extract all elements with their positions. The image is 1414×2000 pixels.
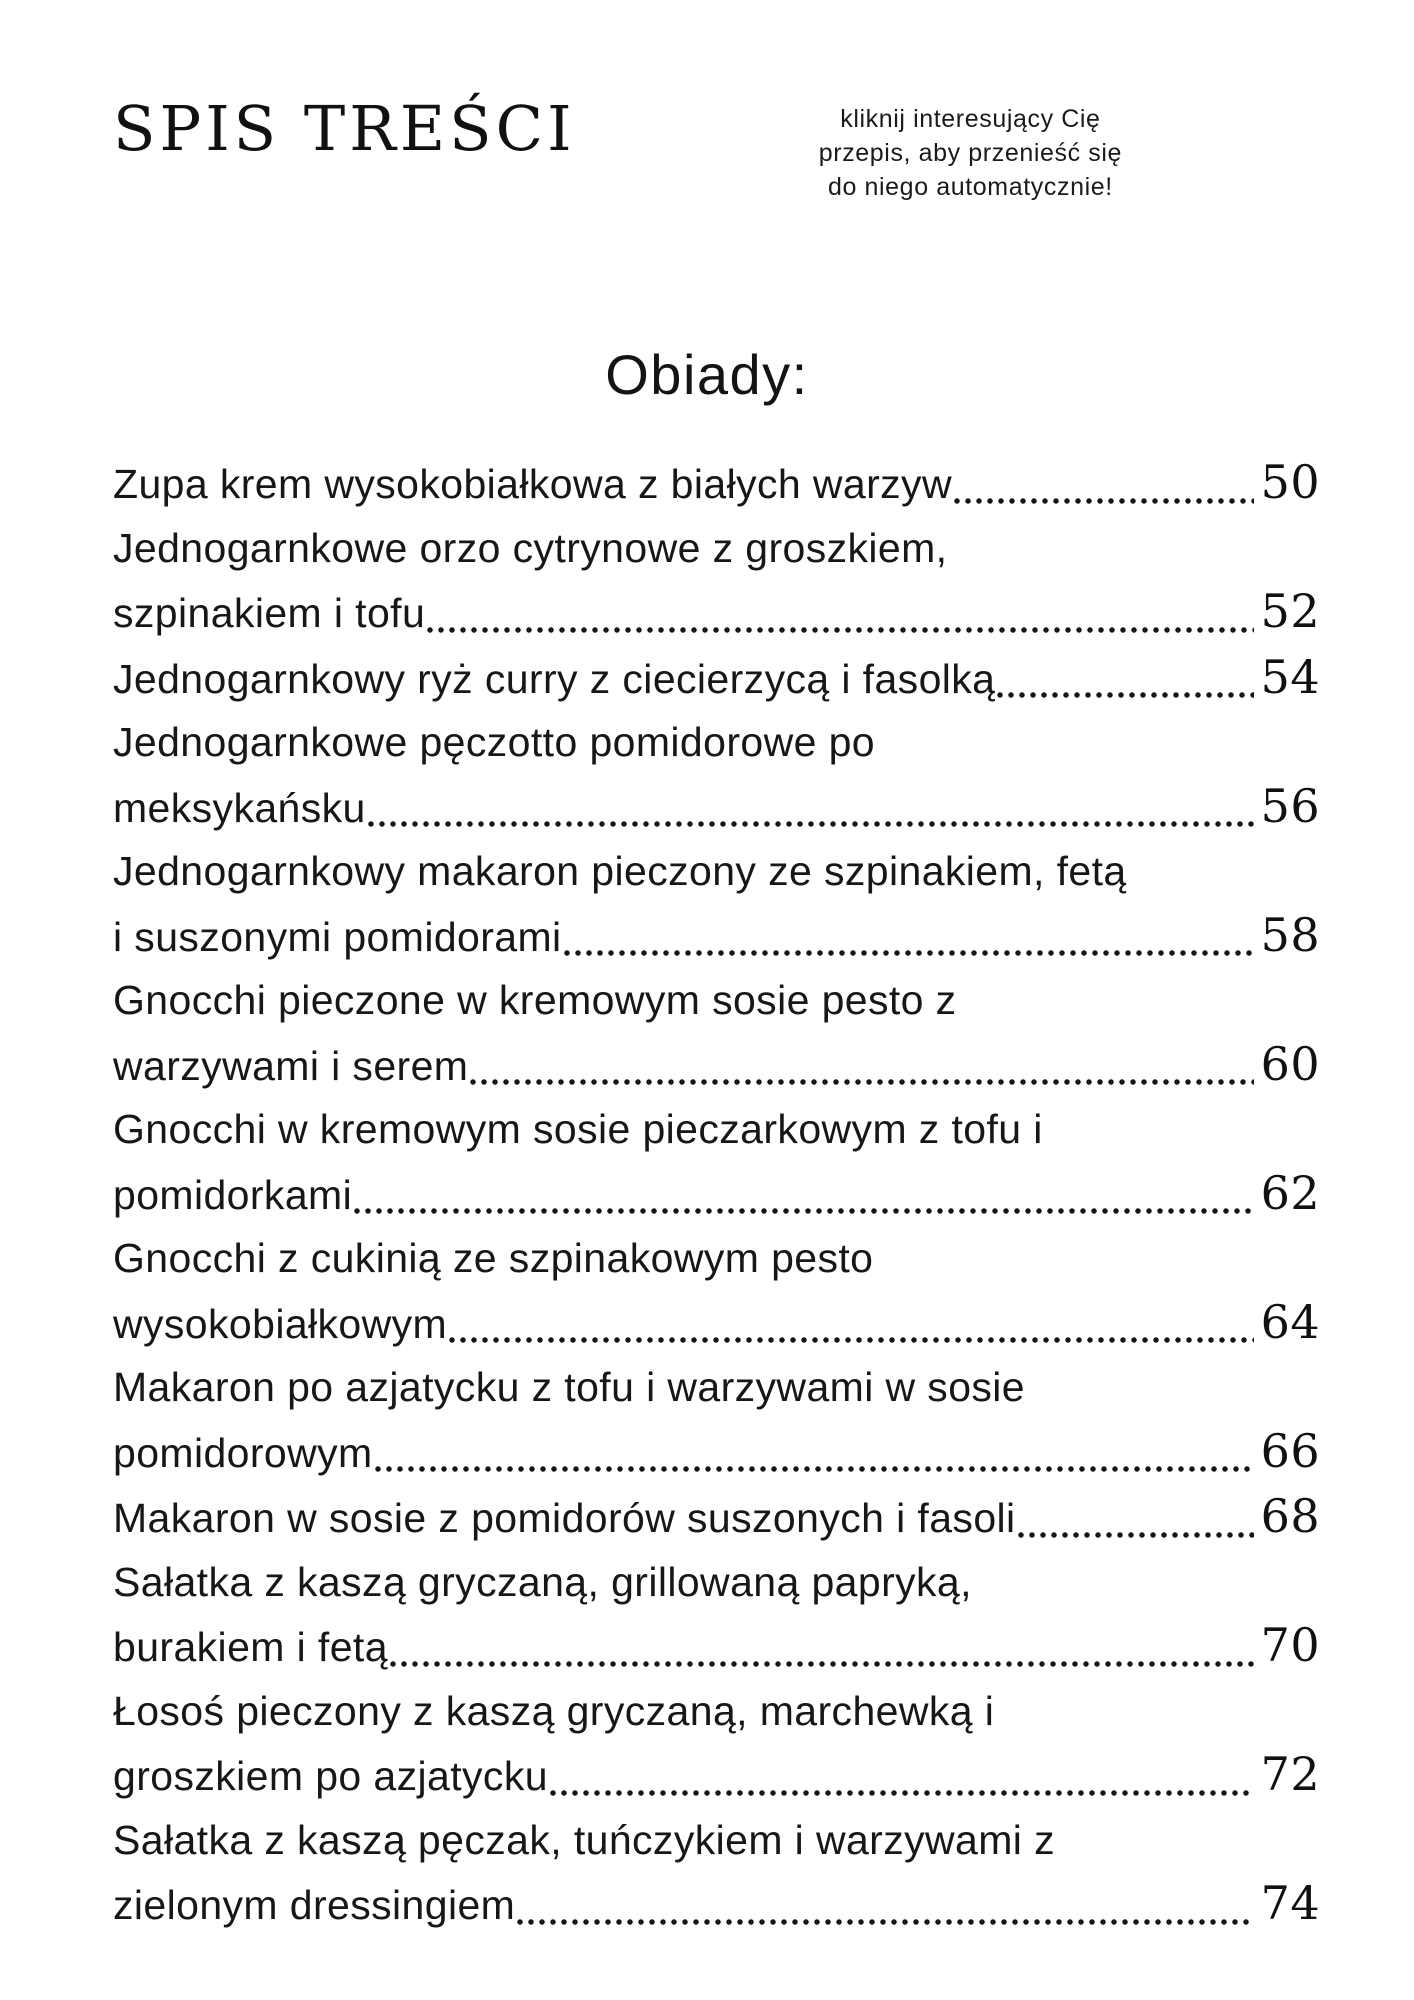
toc-entry-line <box>113 517 1320 581</box>
toc-entry-line <box>113 1162 1320 1228</box>
toc-entry-line <box>113 775 1320 841</box>
toc-entry-line <box>113 1809 1320 1873</box>
entry-page-number: 50 <box>1260 455 1320 509</box>
entry-title-text: zielonym dressingiem <box>113 1882 516 1928</box>
toc-entry[interactable] <box>113 840 1320 969</box>
toc-entry[interactable] <box>113 517 1320 646</box>
dot-leader <box>954 498 1254 504</box>
entry-title-text: Makaron w sosie z pomidorów suszonych i fasoli <box>113 1495 1016 1541</box>
entry-title-text: Gnocchi w kremowym sosie pieczarkowym z tofu i <box>113 1106 1043 1152</box>
page-title: SPIS TREŚCI <box>113 92 576 165</box>
entry-title-text: Makaron po azjatycku z tofu i warzywami w sosie <box>113 1364 1026 1410</box>
toc-entry-line <box>113 1291 1320 1357</box>
entry-title-text: Gnocchi z cukinią ze szpinakowym pesto <box>113 1235 874 1281</box>
toc-entry-line <box>113 1033 1320 1099</box>
toc-entry-line <box>113 904 1320 970</box>
toc-entry[interactable] <box>113 1680 1320 1809</box>
entry-title-text: burakiem i fetą <box>113 1624 388 1670</box>
entry-page-number: 66 <box>1260 1423 1320 1478</box>
entry-title-text: wysokobiałkowym <box>113 1300 448 1347</box>
entry-page-number: 72 <box>1260 1747 1320 1801</box>
toc-entry[interactable] <box>113 646 1320 712</box>
entry-page-number: 74 <box>1260 1876 1320 1930</box>
toc-entry-line <box>113 1356 1320 1420</box>
dot-leader <box>390 1661 1254 1667</box>
toc-entry-line <box>113 1743 1320 1809</box>
dot-leader <box>427 627 1253 633</box>
toc-entry[interactable] <box>113 1227 1320 1356</box>
toc-entry-line <box>113 1680 1320 1744</box>
toc-entry[interactable] <box>113 1551 1320 1680</box>
click-note-line: kliknij interesujący Cię <box>840 105 1101 133</box>
entry-title-text: Jednogarnkowe pęczotto pomidorowe po <box>113 719 875 765</box>
toc-entry-line <box>113 969 1320 1033</box>
entry-page-number: 52 <box>1260 584 1320 638</box>
entry-page-number: 68 <box>1260 1489 1320 1543</box>
toc-entry[interactable] <box>113 969 1320 1098</box>
toc-entry[interactable] <box>113 451 1320 517</box>
toc-entry[interactable] <box>113 1809 1320 1938</box>
toc-entry[interactable] <box>113 711 1320 840</box>
toc-entry[interactable] <box>113 1098 1320 1227</box>
dot-leader <box>564 950 1254 956</box>
entry-title-text: i suszonymi pomidorami <box>113 913 562 960</box>
toc-entry-line <box>113 711 1320 775</box>
entry-title-text: Gnocchi pieczone w kremowym sosie pesto z <box>113 977 957 1023</box>
section-heading: Obiady: <box>605 343 809 406</box>
entry-title-text: pomidorowym <box>113 1429 373 1476</box>
toc-entry-line <box>113 1872 1320 1938</box>
toc-list <box>0 451 1414 1938</box>
toc-entry-line <box>113 840 1320 904</box>
entry-title-text: Sałatka z kaszą pęczak, tuńczykiem i warzywami z <box>113 1816 1055 1863</box>
toc-entry-line <box>113 1485 1320 1551</box>
click-note-line: przepis, aby przenieść się <box>818 139 1122 167</box>
dot-leader <box>997 692 1253 698</box>
entry-title-text: Jednogarnkowy ryż curry z ciecierzycą i fasolką <box>113 655 996 702</box>
entry-page-number: 62 <box>1260 1165 1320 1220</box>
toc-entry-line <box>113 1420 1320 1486</box>
toc-entry-line <box>113 451 1320 517</box>
entry-title-text: meksykańsku <box>113 784 366 831</box>
toc-entry-line <box>113 580 1320 646</box>
entry-title-text: Jednogarnkowe orzo cytrynowe z groszkiem, <box>113 524 948 571</box>
dot-leader <box>1018 1532 1254 1538</box>
dot-leader <box>375 1466 1254 1472</box>
entry-page-number: 56 <box>1260 778 1320 833</box>
entry-page-number: 70 <box>1260 1618 1320 1672</box>
entry-title-text: groszkiem po azjatycku <box>113 1753 548 1799</box>
dot-leader <box>368 821 1254 827</box>
entry-title-text: Łosoś pieczony z kaszą gryczaną, marchewką i <box>113 1687 995 1734</box>
toc-entry[interactable] <box>113 1356 1320 1485</box>
entry-title-text: Zupa krem wysokobiałkowa z białych warzyw <box>113 461 952 507</box>
dot-leader <box>354 1208 1254 1214</box>
dot-leader <box>550 1790 1254 1796</box>
toc-entry-line <box>113 1614 1320 1680</box>
toc-entry-line <box>113 1551 1320 1615</box>
toc-entry-line <box>113 1098 1320 1162</box>
entry-title-text: Sałatka z kaszą gryczaną, grillowaną papryką, <box>113 1558 972 1605</box>
toc-header <box>0 0 1414 204</box>
entry-page-number: 64 <box>1260 1294 1320 1349</box>
click-note-line: do niego automatycznie! <box>827 173 1113 201</box>
entry-page-number: 54 <box>1260 649 1320 704</box>
dot-leader <box>470 1079 1253 1085</box>
toc-entry[interactable] <box>113 1485 1320 1551</box>
toc-entry-line <box>113 1227 1320 1291</box>
entry-page-number: 58 <box>1260 907 1320 962</box>
dot-leader <box>517 1919 1253 1925</box>
entry-title-text: warzywami i serem <box>113 1042 469 1089</box>
entry-title-text: pomidorkami <box>113 1171 353 1218</box>
click-note <box>819 102 1122 204</box>
toc-entry-line <box>113 646 1320 712</box>
entry-title-text: szpinakiem i tofu <box>113 590 426 636</box>
entry-page-number: 60 <box>1260 1036 1320 1091</box>
entry-title-text: Jednogarnkowy makaron pieczony ze szpinakiem, fetą <box>113 848 1127 894</box>
dot-leader <box>449 1337 1254 1343</box>
